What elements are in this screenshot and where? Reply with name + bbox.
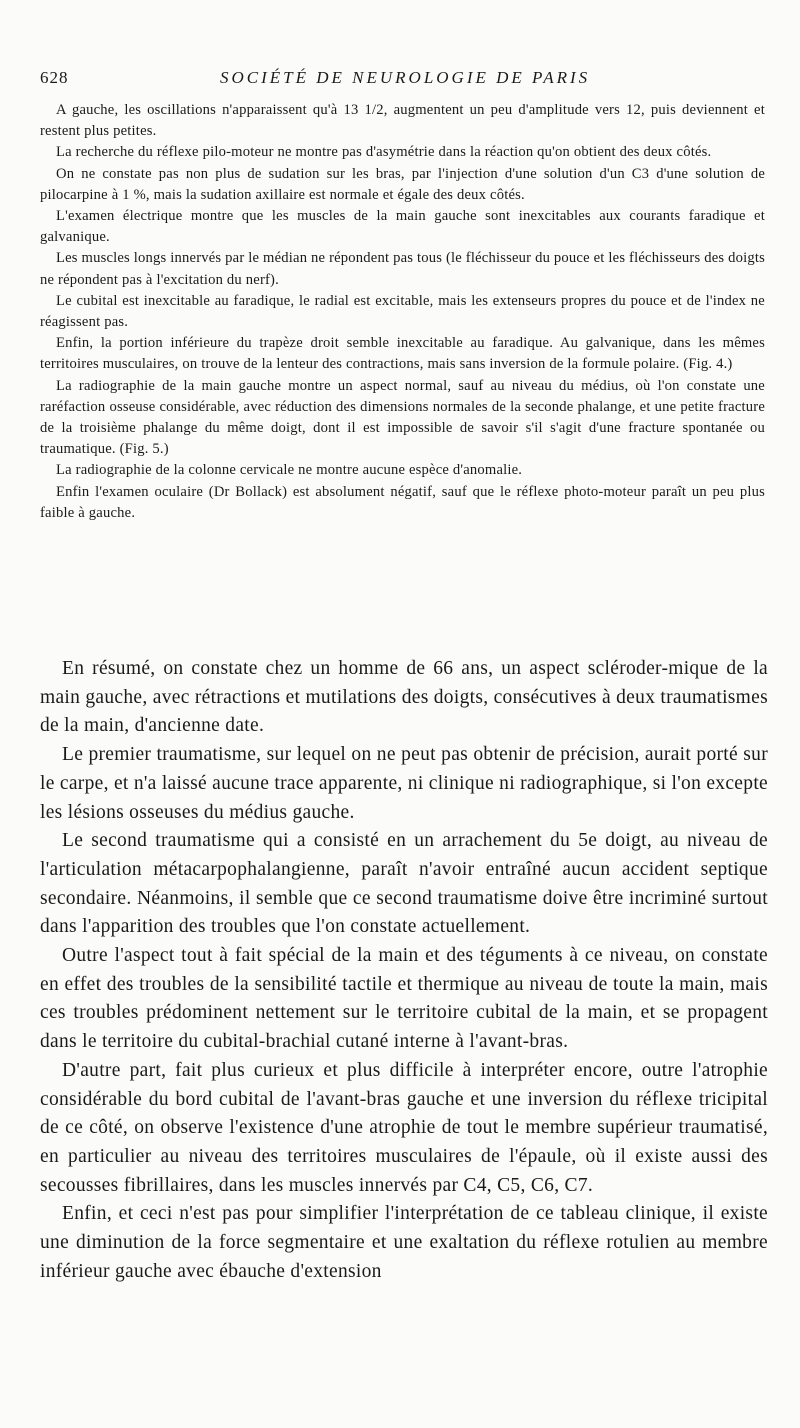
paragraph-electrical-exam: L'examen électrique montre que les muscles de la main gauche sont inexcitables aux courants faradique et galvanique. (40, 208, 765, 246)
paragraph-second-trauma: Le second traumatisme qui a consisté en un arrachement du 5e doigt, au niveau de l'articulation métacarpophalangienne, paraît n'avoir entraîné aucun accident septique secondaire. Néanmoins, il semble que ce second traumatisme doive être incriminé surtout dans l'apparition des troubles que l'on constate actuellement. (40, 830, 768, 938)
page-header (40, 68, 760, 92)
paragraph-pilomotor-reflex: La recherche du réflexe pilo-moteur ne montre pas d'asymétrie dans la réaction qu'on obtient des deux côtés. (56, 144, 712, 161)
paragraph-first-trauma: Le premier traumatisme, sur lequel on ne peut pas obtenir de précision, aurait porté sur le carpe, et n'a laissé aucune trace apparente, ni clinique ni radiographique, si l'on excepte les lésions osseuses du médius gauche. (40, 744, 768, 823)
paragraph-summary: En résumé, on constate chez un homme de 66 ans, un aspect scléroder-mique de la main gauche, avec rétractions et mutilations des doigts, consécutives à deux traumatismes de la main, d'ancienne date. (40, 658, 768, 737)
paragraph-oscillations: A gauche, les oscillations n'apparaissent qu'à 13 1/2, augmentent un peu d'amplitude vers 12, puis deviennent et restent plus petites. (40, 102, 765, 140)
paragraph-median-muscles: Les muscles longs innervés par le médian ne répondent pas tous (le fléchisseur du pouce et les fléchisseurs des doigts ne répondent pas à l'excitation du nerf). (40, 250, 765, 288)
paragraph-hand-radiography: La radiographie de la main gauche montre un aspect normal, sauf au niveau du médius, où l'on constate une raréfaction osseuse considérable, avec réduction des dimensions normales de la seconde phalange, et une petite fracture de la troisième phalange du même doigt, dont il est impossible de savoir s'il s'agit d'une fracture spontanée ou traumatique. (Fig. 5.) (40, 377, 765, 458)
page-number: 628 (40, 68, 69, 87)
paragraph-cubital-radial: Le cubital est inexcitable au faradique, le radial est excitable, mais les extenseurs propres du pouce et de l'index ne réagissent pas. (40, 292, 765, 331)
paragraph-ocular-exam: Enfin l'examen oculaire (Dr Bollack) est absolument négatif, sauf que le réflexe photo-moteur paraît un peu plus faible à gauche. (40, 483, 765, 521)
paragraph-sudation: On ne constate pas non plus de sudation sur les bras, par l'injection d'une solution d'un C3 d'une solution de pilocarpine à 1 %, mais la sudation axillaire est normale et égale des deux côtés. (40, 165, 765, 203)
paragraph-sensory-troubles: Outre l'aspect tout à fait spécial de la main et des téguments à ce niveau, on constate en effet des troubles de la sensibilité tactile et thermique au niveau de toute la main, mais ces troubles prédominent nettement sur le territoire cubital de la main, et se propagent dans le territoire du cubital-brachial cutané interne à l'avant-bras. (40, 945, 768, 1053)
paragraph-atrophy: D'autre part, fait plus curieux et plus difficile à interpréter encore, outre l'atrophie considérable du bord cubital de l'avant-bras gauche et une inversion du réflexe tricipital de ce côté, on observe l'existence d'une atrophie de tout le membre supérieur traumatisé, en particulier au niveau des territoires musculaires de l'épaule, où il existe aussi des secousses fibrillaires, dans les muscles innervés par C4, C5, C6, C7. (40, 1059, 768, 1196)
case-findings-section (40, 100, 765, 524)
paragraph-lower-limb: Enfin, et ceci n'est pas pour simplifier l'interprétation de ce tableau clinique, il existe une diminution de la force segmentaire et une exaltation du réflexe rotulien au membre inférieur gauche avec ébauche d'extension (40, 1203, 768, 1282)
paragraph-trapezius: Enfin, la portion inférieure du trapèze droit semble inexcitable au faradique. Au galvanique, dans les mêmes territoires musculaires, on trouve de la lenteur des contractions, mais sans inversion de la formule polaire. (Fig. 4.) (40, 335, 765, 373)
running-title: SOCIÉTÉ DE NEUROLOGIE DE PARIS (220, 68, 591, 87)
paragraph-cervical-radiography: La radiographie de la colonne cervicale ne montre aucune espèce d'anomalie. (56, 462, 523, 479)
summary-section (40, 655, 768, 1286)
